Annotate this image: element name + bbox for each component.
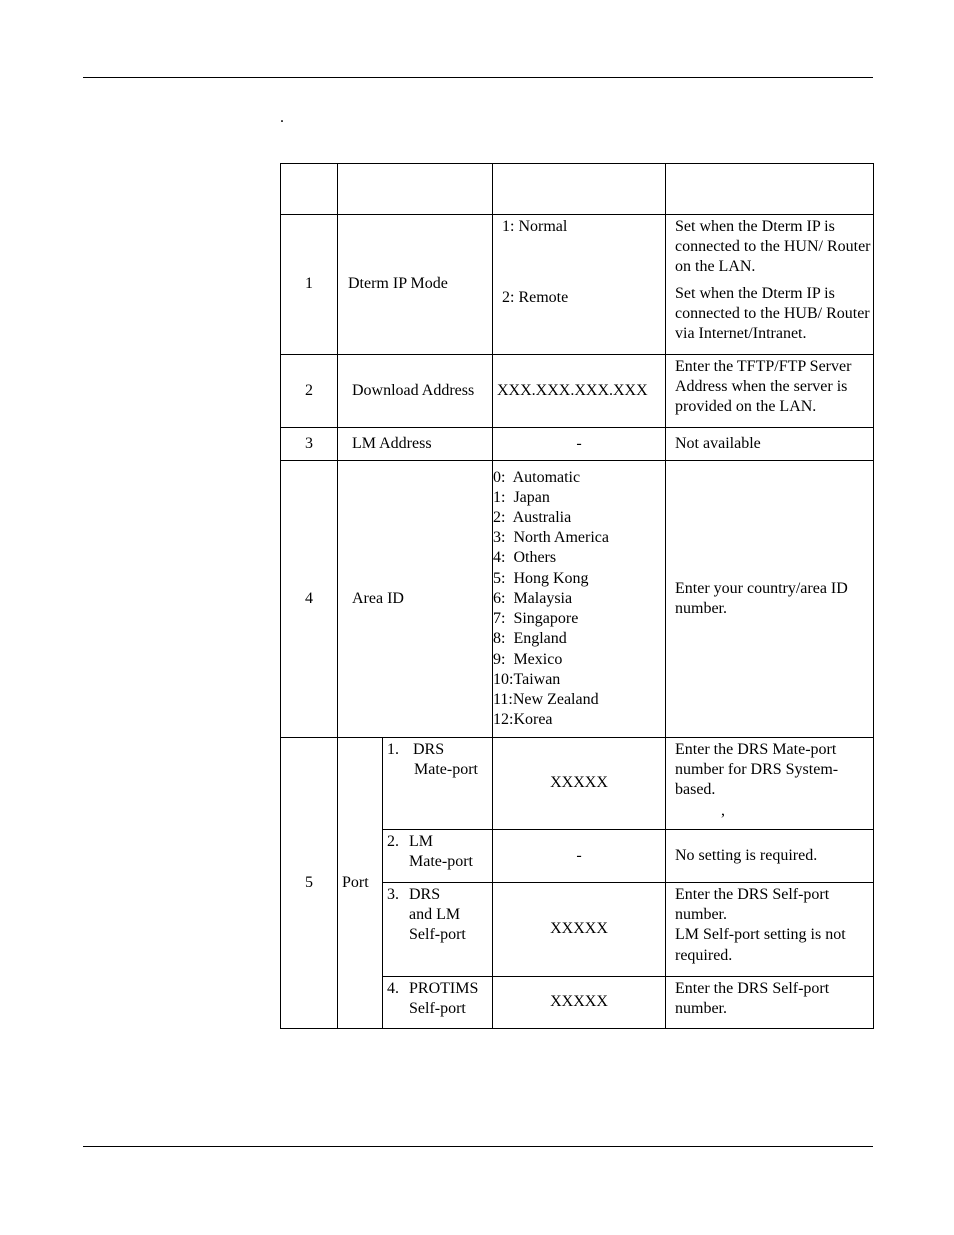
mode-normal-description: Set when the Dterm IP is connected to the HUN/ Router on the LAN.	[675, 218, 871, 276]
row-number: 2	[281, 355, 338, 428]
row-number: 4	[281, 461, 338, 738]
leading-mark: .	[280, 109, 284, 126]
table-row	[281, 738, 874, 830]
row-value: XXXXX	[493, 977, 666, 1029]
row-description: Enter your country/area ID number.	[666, 461, 874, 738]
table-row	[281, 461, 874, 738]
sub-label-line: Self-port	[409, 926, 466, 944]
sub-label-line: Mate-port	[409, 853, 473, 871]
sub-label-line: PROTIMS	[409, 980, 479, 997]
header-cell-item	[338, 164, 493, 215]
sub-label-line: LM	[409, 833, 433, 850]
row-item: Dterm IP Mode	[338, 215, 493, 355]
row-description: Not available	[666, 428, 874, 461]
row-value: XXX.XXX.XXX.XXX	[493, 355, 666, 428]
header-rule	[83, 77, 873, 78]
sub-label-line: DRS	[413, 741, 445, 758]
row-number: 1	[281, 215, 338, 355]
row-description	[666, 738, 874, 830]
row-description	[666, 883, 874, 977]
parameter-table	[280, 163, 874, 1029]
footer-rule	[83, 1146, 873, 1147]
sub-label-line: Mate-port	[414, 761, 478, 779]
row-value: XXXXX	[493, 883, 666, 977]
row-value	[493, 215, 666, 355]
sub-number: 1.	[387, 741, 399, 758]
area-option: 11:New Zealand	[493, 690, 599, 708]
sub-label-line: Self-port	[409, 1000, 466, 1018]
area-option: 9: Mexico	[493, 650, 563, 668]
table-row	[281, 355, 874, 428]
row-number: 3	[281, 428, 338, 461]
port-sub-item	[383, 830, 493, 883]
area-id-list	[493, 461, 666, 738]
description-extra: ,	[721, 801, 725, 819]
row-description: Enter the DRS Self-port number.	[666, 977, 874, 1029]
header-cell-description	[666, 164, 874, 215]
row-number: 5	[281, 738, 338, 1029]
description-extra: LM Self-port setting is not required.	[675, 926, 846, 964]
row-item: Port	[338, 738, 383, 1029]
sub-label-line: DRS	[409, 886, 441, 903]
area-option: 3: North America	[493, 529, 609, 547]
area-option: 1: Japan	[493, 488, 550, 506]
mode-remote-value: 2: Remote	[502, 289, 569, 306]
sub-number: 3.	[387, 886, 399, 903]
area-option: 6: Malaysia	[493, 589, 573, 607]
row-description: No setting is required.	[666, 830, 874, 883]
mode-normal-value: 1: Normal	[502, 218, 568, 235]
area-option: 4: Others	[493, 549, 557, 567]
description-text: Enter the DRS Self-port number.	[675, 886, 830, 924]
row-item: LM Address	[338, 428, 493, 461]
sub-label-line: and LM	[409, 906, 461, 924]
table-row	[281, 428, 874, 461]
port-sub-item	[383, 738, 493, 830]
row-value: -	[493, 428, 666, 461]
area-option: 2: Australia	[493, 509, 572, 527]
table-header-row	[281, 164, 874, 215]
sub-number: 2.	[387, 833, 399, 850]
area-option: 5: Hong Kong	[493, 569, 589, 587]
description-text: Enter the DRS Mate-port number for DRS System-based.	[675, 741, 839, 799]
port-sub-item	[383, 977, 493, 1029]
area-option: 8: England	[493, 630, 567, 648]
table-row	[281, 215, 874, 355]
sub-number: 4.	[387, 980, 399, 997]
row-item: Area ID	[338, 461, 493, 738]
area-option: 10:Taiwan	[493, 670, 561, 688]
row-value: -	[493, 830, 666, 883]
row-value: XXXXX	[493, 738, 666, 830]
area-option: 0: Automatic	[493, 468, 581, 486]
area-option: 12:Korea	[493, 711, 553, 729]
mode-remote-description: Set when the Dterm IP is connected to the HUB/ Router via Internet/Intranet.	[675, 284, 870, 343]
port-sub-item	[383, 883, 493, 977]
header-cell-no	[281, 164, 338, 215]
row-description	[666, 215, 874, 355]
row-item: Download Address	[338, 355, 493, 428]
header-cell-value	[493, 164, 666, 215]
row-description: Enter the TFTP/FTP Server Address when the server is provided on the LAN.	[666, 355, 874, 428]
area-option: 7: Singapore	[493, 610, 579, 628]
